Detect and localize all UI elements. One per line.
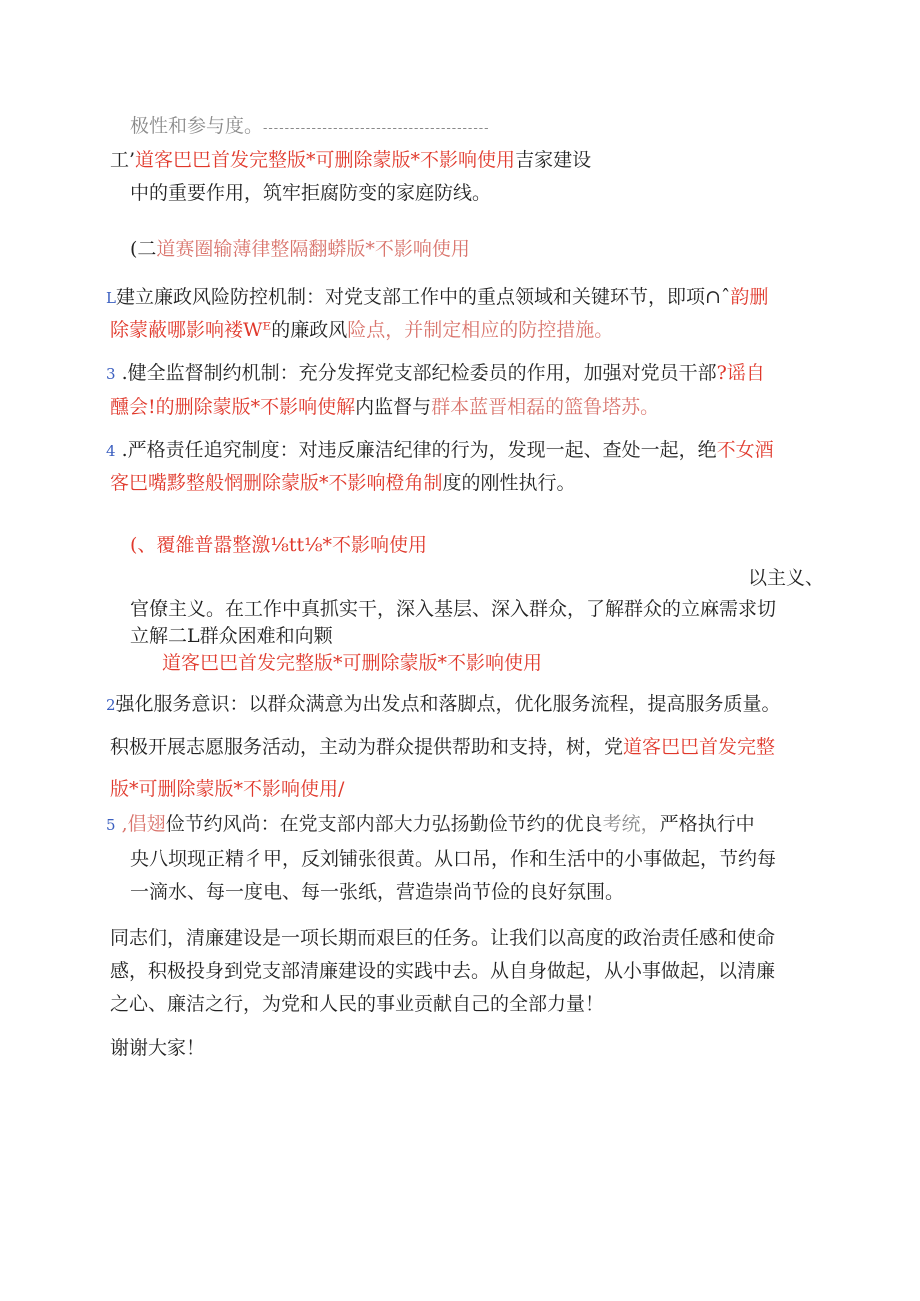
watermark-line: 道客巴巴首发完整版*可删除蒙版*不影响使用 <box>162 652 543 674</box>
text: 俭节约风尚：在党支部内部大力弘扬勤俭节约的优良 <box>165 813 603 835</box>
watermark-text: 道客巴巴首发完整 <box>623 736 776 758</box>
text: 极性和参与度。 <box>130 115 264 137</box>
text: 险点，并制定相应的防控措施。 <box>347 319 614 341</box>
closing-line-1: 同志们，清廉建设是一项长期而艰巨的任务。让我们以高度的政治责任感和使命 <box>110 927 776 949</box>
heading-2 <box>130 237 470 261</box>
line-r3: 立解二L群众困难和向颗 <box>130 625 333 647</box>
item-1-line-2 <box>110 318 613 342</box>
item-2 <box>106 692 781 717</box>
right-fragment: 以主义、 <box>748 567 825 589</box>
line-3: 中的重要作用，筑牢拒腐防变的家庭防线。 <box>130 182 492 204</box>
item-number: L <box>106 289 116 307</box>
text: 建立廉政风险防控机制：对党支部工作中的重点领域和关键环节，即项∩ˆ <box>115 286 731 308</box>
text: ,倡翅 <box>121 813 166 835</box>
item-5-line-2: 央八坝现正精彳甲，反刘铺张很黄。从口吊，作和生活中的小事做起，节约每 <box>130 848 777 870</box>
text: 度的刚性执行。 <box>442 472 576 494</box>
text: (二 <box>130 238 157 260</box>
item-4-line-1 <box>106 438 774 463</box>
heading-3: (、覆雒普嚣整激⅛tt⅛*不影响使用 <box>130 534 428 556</box>
watermark-text: 韵删 <box>730 286 769 308</box>
text: 工’ <box>110 149 136 171</box>
item-1-line-1 <box>106 285 768 310</box>
text: .健全监督制约机制：充分发挥党支部纪检委员的作用，加强对党员干部 <box>121 362 717 384</box>
watermark-line: 版*可删除蒙版*不影响使用/ <box>110 778 345 800</box>
text: 群本蓝晋相磊的篮鲁塔苏。 <box>431 396 660 418</box>
item-3-line-2 <box>110 395 659 419</box>
closing-line-3: 之心、廉洁之行，为党和人民的事业贡献自己的全部力量！ <box>110 993 605 1015</box>
thanks-line: 谢谢大家！ <box>110 1037 206 1059</box>
dash-line: ------------------------------------------ <box>263 121 490 136</box>
item-number: 3 <box>106 365 116 383</box>
item-5-line-1 <box>106 812 755 837</box>
watermark-text: ?谣自 <box>716 362 765 384</box>
watermark-text: 客巴嘴黟整般惘删除蒙版*不影响橙角制 <box>110 472 443 494</box>
item-5-line-3: 一滴水、每一度电、每一张纸，营造崇尚节俭的良好氛围。 <box>130 881 625 903</box>
item-3-line-1 <box>106 361 765 386</box>
text: 强化服务意识：以群众满意为出发点和落脚点，优化服务流程，提高服务质量。 <box>115 693 781 715</box>
watermark-text: 道客巴巴首发完整版*可删除蒙版*不影响使用 <box>135 149 516 171</box>
line-r2: 官僚主义。在工作中真抓实干，深入基层、深入群众，了解群众的立麻需求切 <box>130 598 777 620</box>
item-number: 5 <box>106 816 116 834</box>
item-4-line-2 <box>110 471 576 495</box>
watermark-text: 除蒙蔽哪影响褛Wᴱ <box>110 319 272 341</box>
item-number: 4 <box>106 442 116 460</box>
text: 考统， <box>602 813 660 835</box>
text: 吉家建设 <box>515 149 592 171</box>
watermark-text: 不女酒 <box>716 439 774 461</box>
text: 的廉政风 <box>271 319 348 341</box>
watermark-text: 道赛圈输薄律整隔翻蟒版*不影响使用 <box>156 238 470 260</box>
text: 内监督与 <box>355 396 432 418</box>
item-number: 2 <box>106 696 116 714</box>
watermark-text: 醺会!的删除蒙版*不影响使解 <box>110 396 356 418</box>
text: .严格责任追究制度：对违反廉洁纪律的行为，发现一起、查处一起，绝 <box>121 439 717 461</box>
text: 积极开展志愿服务活动，主动为群众提供帮助和支持，树，党 <box>110 736 624 758</box>
line-2 <box>110 148 591 172</box>
text: 严格执行中 <box>659 813 755 835</box>
closing-line-2: 感，积极投身到党支部清廉建设的实践中去。从自身做起，从小事做起，以清廉 <box>110 960 776 982</box>
line-1 <box>130 114 490 141</box>
line-s3 <box>110 735 775 759</box>
